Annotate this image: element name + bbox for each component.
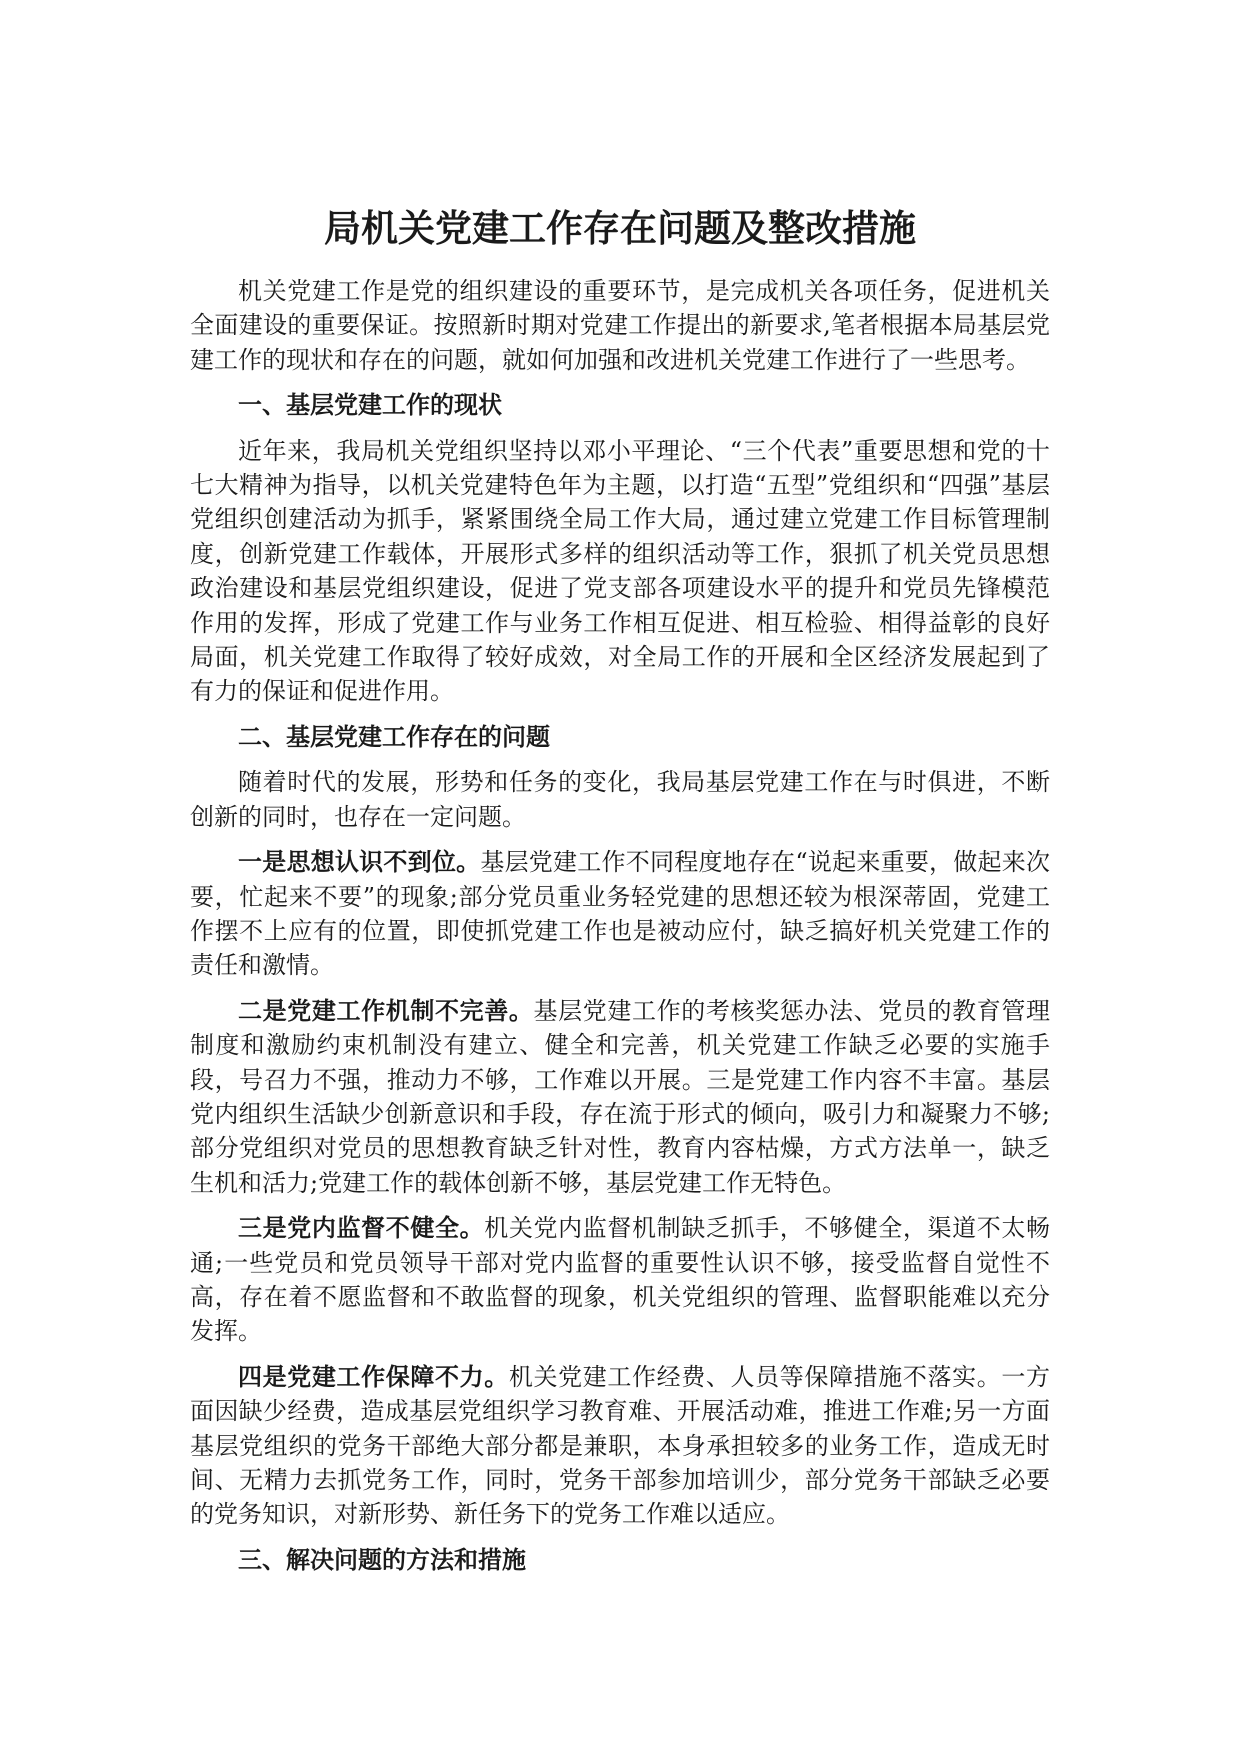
section-heading-problems: 二、基层党建工作存在的问题 [238, 722, 550, 751]
problem-point-4-text: 机关党建工作经费、人员等保障措施不落实。一方面因缺少经费，造成基层党组织学习教育难、开展活动难，推进工作难;另一方面基层党组织的党务干部绝大部分都是兼职，本身承担较多的业务工作，造成无时间、无精力去抓党务工作，同时，党务干部参加培训少，部分党务干部缺乏必要的党务知识，对新形势、新任务下的党务工作难以适应。 [190, 1362, 1050, 1529]
section-heading-solutions: 三、解决问题的方法和措施 [238, 1545, 526, 1574]
problem-point-3-text: 机关党内监督机制缺乏抓手，不够健全，渠道不太畅通;一些党员和党员领导干部对党内监督的重要性认识不够，接受监督自觉性不高，存在着不愿监督和不敢监督的现象，机关党组织的管理、监督职能难以充分发挥。 [190, 1214, 1050, 1346]
problem-point-1-lead: 一是思想认识不到位。 [238, 848, 481, 877]
current-status-paragraph: 近年来，我局机关党组织坚持以邓小平理论、“三个代表”重要思想和党的十七大精神为指导，以机关党建特色年为主题，以打造“五型”党组织和“四强”基层党组织创建活动为抓手，紧紧围绕全局工作大局，通过建立党建工作目标管理制度，创新党建工作载体，开展形式多样的组织活动等工作，狠抓了机关党员思想政治建设和基层党组织建设，促进了党支部各项建设水平的提升和党员先锋模范作用的发挥，形成了党建工作与业务工作相互促进、相互检验、相得益彰的良好局面，机关党建工作取得了较好成效，对全局工作的开展和全区经济发展起到了有力的保证和促进作用。 [190, 436, 1050, 706]
problem-point-4-lead: 四是党建工作保障不力。 [238, 1362, 509, 1391]
document-title: 局机关党建工作存在问题及整改措施 [324, 207, 916, 250]
intro-paragraph: 机关党建工作是党的组织建设的重要环节，是完成机关各项任务，促进机关全面建设的重要保证。按照新时期对党建工作提出的新要求,笔者根据本局基层党建工作的现状和存在的问题，就如何加强和改进机关党建工作进行了一些思考。 [190, 277, 1050, 374]
section-heading-current-status: 一、基层党建工作的现状 [238, 391, 502, 420]
problem-point-1 [190, 845, 1050, 983]
problem-point-3 [190, 1211, 1050, 1349]
problem-point-3-lead: 三是党内监督不健全。 [238, 1214, 485, 1243]
problem-point-2-lead: 二是党建工作机制不完善。 [238, 996, 534, 1025]
problem-point-2 [190, 994, 1050, 1200]
problems-intro-paragraph: 随着时代的发展，形势和任务的变化，我局基层党建工作在与时俱进，不断创新的同时，也存在一定问题。 [190, 768, 1050, 831]
problem-point-1-text: 基层党建工作不同程度地存在“说起来重要，做起来次要，忙起来不要”的现象;部分党员重业务轻党建的思想还较为根深蒂固，党建工作摆不上应有的位置，即使抓党建工作也是被动应付，缺乏搞好机关党建工作的责任和激情。 [190, 848, 1050, 980]
problem-point-4 [190, 1360, 1050, 1532]
problem-point-2-text: 基层党建工作的考核奖惩办法、党员的教育管理制度和激励约束机制没有建立、健全和完善，机关党建工作缺乏必要的实施手段，号召力不强，推动力不够，工作难以开展。三是党建工作内容不丰富。基层党内组织生活缺少创新意识和手段，存在流于形式的倾向，吸引力和凝聚力不够;部分党组织对党员的思想教育缺乏针对性，教育内容枯燥，方式方法单一，缺乏生机和活力;党建工作的载体创新不够，基层党建工作无特色。 [190, 996, 1050, 1197]
document-body [190, 274, 1050, 1588]
